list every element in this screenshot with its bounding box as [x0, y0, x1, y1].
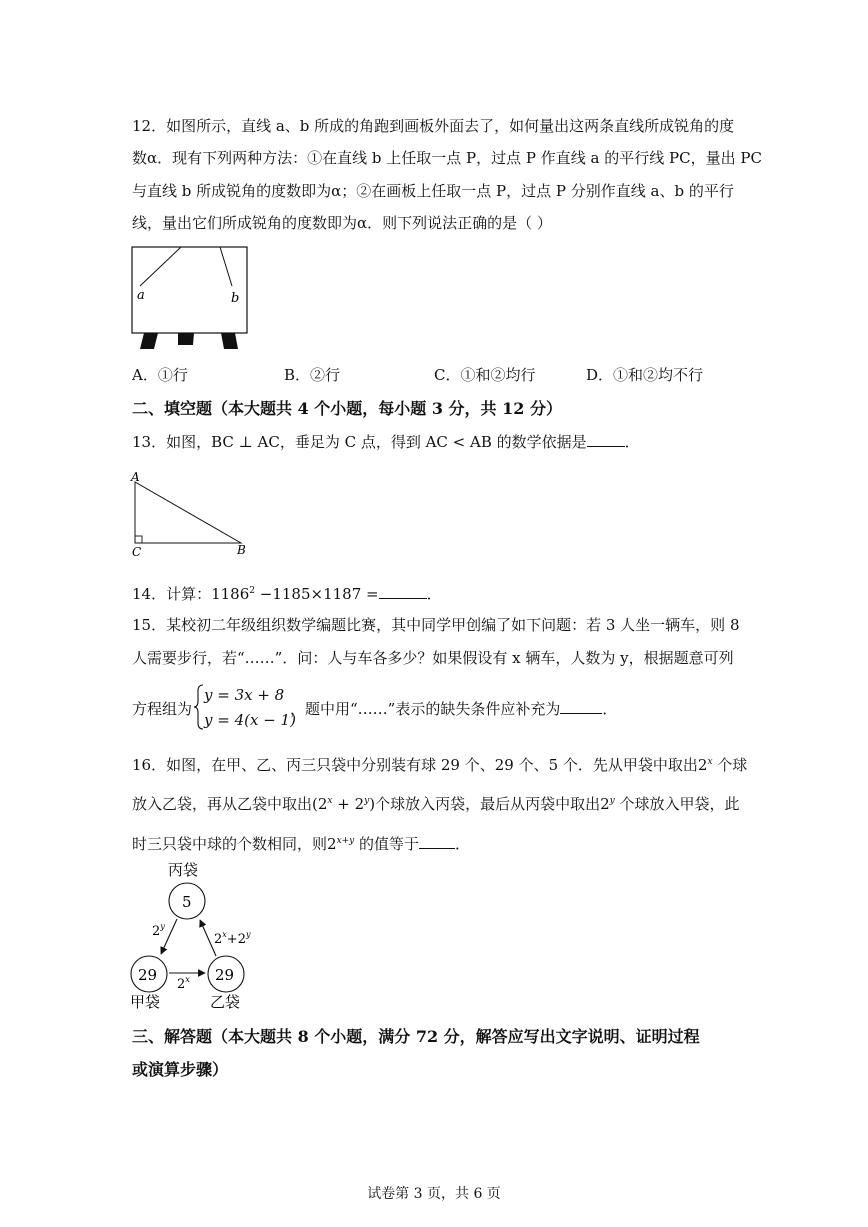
q14-pre: 14．计算：1186	[132, 585, 250, 603]
q13-answer-blank	[587, 432, 625, 447]
section-2-heading: 二、填空题（本大题共 4 个小题，每小题 3 分，共 12 分）	[132, 399, 562, 418]
arrow-bottom-label: 2$^x$	[177, 975, 190, 992]
q13-stem: 13．如图，BC ⊥ AC，垂足为 C 点，得到 AC < AB 的数学依据是	[132, 433, 587, 451]
q12-line-4: 线，量出它们所成锐角的度数即为α．则下列说法正确的是（ ）	[132, 214, 552, 232]
q14-post: −1185×1187 =	[255, 585, 379, 603]
line-a-label: a	[137, 288, 145, 303]
q15-post-text: ，题中用“……”表示的缺失条件应补充为	[290, 700, 561, 718]
q16-line-3	[132, 831, 470, 854]
vertex-a-label: A	[131, 470, 140, 484]
q16-l2-post: 个球放入甲袋，此	[614, 795, 740, 813]
option-b: B．②行	[284, 366, 341, 384]
q16-l2-sup1: x	[327, 796, 333, 806]
board-leg-middle	[178, 333, 194, 345]
board-leg-left	[140, 333, 158, 349]
q12-line-3: 与直线 b 所成锐角的度数即为α；②在画板上任取一点 P，过点 P 分别作直线 a、b 的平行	[132, 182, 734, 200]
q16-l3-post: 的值等于	[354, 835, 420, 853]
q14-answer-blank	[379, 584, 427, 599]
q13-text	[132, 432, 640, 452]
page-footer: 试卷第 3 页，共 6 页	[367, 1186, 501, 1202]
q13-tail: ．	[624, 433, 640, 451]
arrow-right-label: $2^x+2^y$	[214, 930, 251, 947]
q16-l1-exp-sup: x	[707, 757, 713, 767]
equation-2: y = 4(x − 1)	[204, 711, 296, 729]
bag-yi-label: 乙袋	[210, 993, 241, 1011]
bag-jia-count: 29	[138, 966, 158, 984]
bag-yi-count: 29	[215, 966, 235, 984]
q15-line-3-pre: 方程组为	[132, 700, 193, 718]
q12-line-1: 12．如图所示，直线 a、b 所成的角跑到画板外面去了，如何量出这两条直线所成锐角的度	[132, 117, 735, 135]
q16-tail: ．	[455, 835, 471, 853]
option-d: D．①和②均不行	[586, 366, 704, 384]
q15-line-1: 15．某校初二年级组织数学编题比赛，其中同学甲创编了如下问题：若 3 人坐一辆车，则 8	[132, 616, 740, 634]
line-b-label: b	[231, 291, 240, 306]
bag-bing-label: 丙袋	[168, 861, 199, 879]
q16-l3-pre: 时三只袋中球的个数相同，则	[132, 835, 328, 853]
q16-l2-mid: + 2	[332, 795, 365, 813]
section-3-heading-line-1: 三、解答题（本大题共 8 个小题，满分 72 分，解答应写出文字说明、证明过程	[132, 1027, 700, 1046]
q16-line-1	[132, 752, 747, 775]
equation-1: y = 3x + 8	[204, 686, 285, 704]
vertex-c-label: C	[132, 545, 142, 558]
bags-diagram	[120, 855, 270, 1013]
drawing-board-figure	[128, 244, 253, 352]
q16-l2-paren: (2	[312, 795, 328, 813]
q14-text	[132, 581, 442, 604]
q16-l3-exp-sup: x+y	[336, 836, 355, 846]
q16-line-2	[132, 791, 740, 814]
q16-l2-exp: 2	[600, 795, 610, 813]
q15-answer-blank	[560, 699, 602, 714]
q16-l2-sup2: y	[364, 796, 370, 806]
board-leg-right	[221, 333, 238, 349]
arrow-left-label: 2$^y$	[152, 922, 165, 939]
q16-l1-exp: 2	[697, 756, 708, 774]
q16-l2-mid-text: 个球放入丙袋，最后从丙袋中取出	[375, 795, 601, 813]
q15-tail: ．	[602, 700, 618, 718]
q16-l2-paren-end: )	[369, 795, 376, 813]
q14-tail: ．	[426, 585, 442, 603]
q12-line-2: 数α．现有下列两种方法：①在直线 b 上任取一点 P，过点 P 作直线 a 的平行线 PC，量出 PC	[132, 149, 762, 167]
vertex-b-label: B	[237, 543, 246, 557]
bag-bing-count: 5	[182, 893, 192, 911]
q16-l2-pre: 放入乙袋，再从乙袋中取出	[132, 795, 313, 813]
q16-l1-pre: 16．如图，在甲、乙、丙三只袋中分别装有球 29 个、29 个、5 个．先从甲袋中取出	[132, 756, 698, 774]
q16-l3-exp: 2	[327, 835, 337, 853]
option-c: C．①和②均行	[434, 366, 536, 384]
q16-answer-blank	[419, 834, 455, 849]
option-a: A．①行	[132, 366, 188, 384]
q16-l2-exp-sup: y	[609, 796, 615, 806]
q15-line-3-post	[290, 699, 617, 719]
q16-l1-post: 个球	[712, 756, 748, 774]
section-3-heading-line-2: 或演算步骤）	[132, 1060, 229, 1079]
q14-exponent: 2	[249, 586, 255, 596]
bag-jia-label: 甲袋	[130, 993, 161, 1011]
right-triangle-figure	[128, 470, 253, 558]
q15-line-2: 人需要步行，若“……”．问：人与车各多少？如果假设有 x 辆车，人数为 y，根据题意可列	[132, 649, 734, 667]
